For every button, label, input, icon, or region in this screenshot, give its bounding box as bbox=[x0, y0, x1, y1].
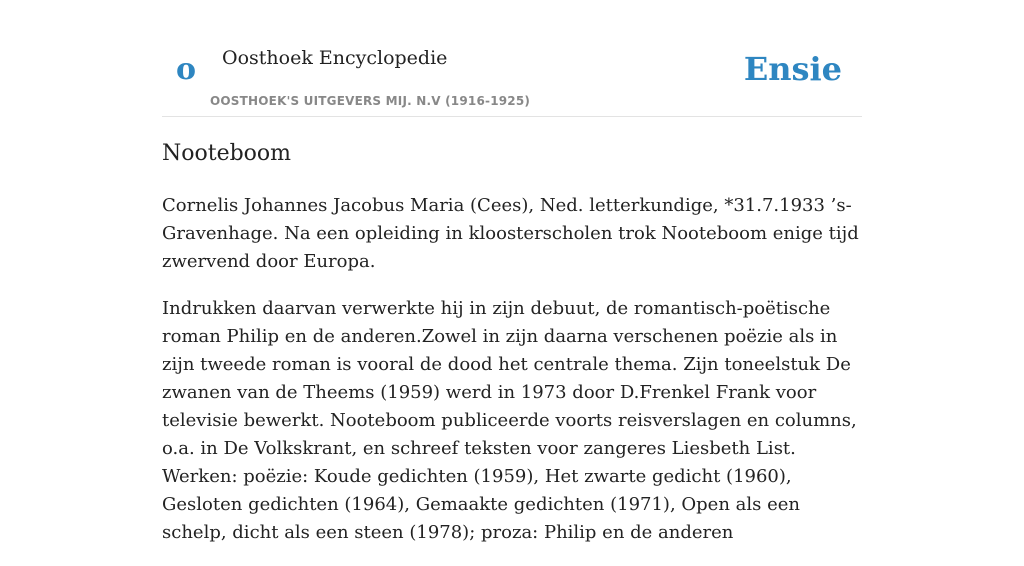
encyclopedia-logo-letter[interactable]: o bbox=[176, 52, 197, 87]
entry-card bbox=[162, 0, 862, 543]
page-header bbox=[162, 0, 862, 117]
encyclopedia-title[interactable]: Oosthoek Encyclopedie bbox=[222, 47, 448, 69]
entry-paragraph-1: Cornelis Johannes Jacobus Maria (Cees), Ned. letterkundige, *31.7.1933 ’s-Gravenhage. Na een opleiding in kloosterscholen trok Nooteboom enige tijd zwervend door Europa. bbox=[162, 195, 859, 272]
ensie-brand-logo[interactable]: Ensie bbox=[743, 50, 842, 88]
entry-body bbox=[162, 192, 862, 566]
publisher-subtitle: OOSTHOEK'S UITGEVERS MIJ. N.V (1916-1925) bbox=[210, 94, 531, 108]
entry-paragraph-2: Indrukken daarvan verwerkte hij in zijn debuut, de romantisch-poëtische roman Philip en de anderen.Zowel in zijn daarna verschenen poëzie als in zijn tweede roman is vooral de dood het centrale thema. Zijn toneelstuk De zwanen van de Theems (1959) werd in 1973 door D.Frenkel Frank voor televisie bewerkt. Nooteboom publiceerde voorts reisverslagen en columns, o.a. in De Volkskrant, en schreef teksten voor zangeres Liesbeth List. Werken: poëzie: Koude gedichten (1959), Het zwarte gedicht (1960), Gesloten gedichten (1964), Gemaakte gedichten (1971), Open als een schelp, dicht als een steen (1978); proza: Philip en de anderen bbox=[162, 298, 857, 543]
entry-title: Nooteboom bbox=[162, 141, 292, 166]
